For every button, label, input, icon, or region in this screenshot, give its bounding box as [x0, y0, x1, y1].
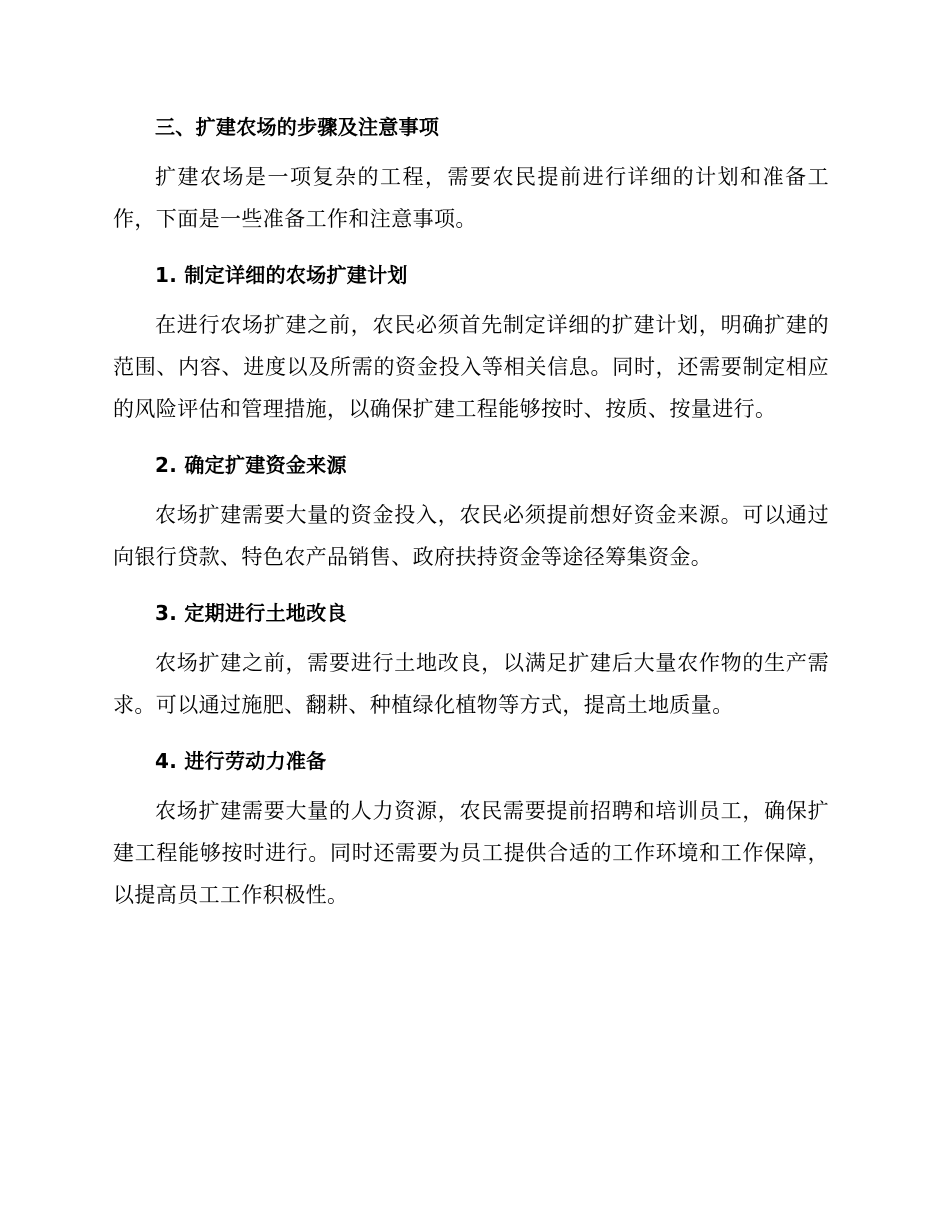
section-title: 三、扩建农场的步骤及注意事项 [155, 115, 440, 139]
document-content [113, 106, 829, 916]
intro-paragraph: 扩建农场是一项复杂的工程，需要农民提前进行详细的计划和准备工作，下面是一些准备工作和注意事项。 [113, 165, 829, 231]
step-4-title: 4. 进行劳动力准备 [155, 749, 327, 773]
step-2-body: 农场扩建需要大量的资金投入，农民必须提前想好资金来源。可以通过向银行贷款、特色农产品销售、政府扶持资金等途径筹集资金。 [113, 503, 829, 569]
step-2-title: 2. 确定扩建资金来源 [155, 453, 347, 477]
step-4-body: 农场扩建需要大量的人力资源，农民需要提前招聘和培训员工，确保扩建工程能够按时进行。同时还需要为员工提供合适的工作环境和工作保障，以提高员工工作积极性。 [113, 799, 829, 907]
step-3-body: 农场扩建之前，需要进行土地改良，以满足扩建后大量农作物的生产需求。可以通过施肥、翻耕、种植绿化植物等方式，提高土地质量。 [113, 651, 829, 717]
step-1-body: 在进行农场扩建之前，农民必须首先制定详细的扩建计划，明确扩建的范围、内容、进度以及所需的资金投入等相关信息。同时，还需要制定相应的风险评估和管理措施，以确保扩建工程能够按时、按质、按量进行。 [113, 313, 829, 421]
step-1-title: 1. 制定详细的农场扩建计划 [155, 263, 408, 287]
step-3-title: 3. 定期进行土地改良 [155, 601, 347, 625]
